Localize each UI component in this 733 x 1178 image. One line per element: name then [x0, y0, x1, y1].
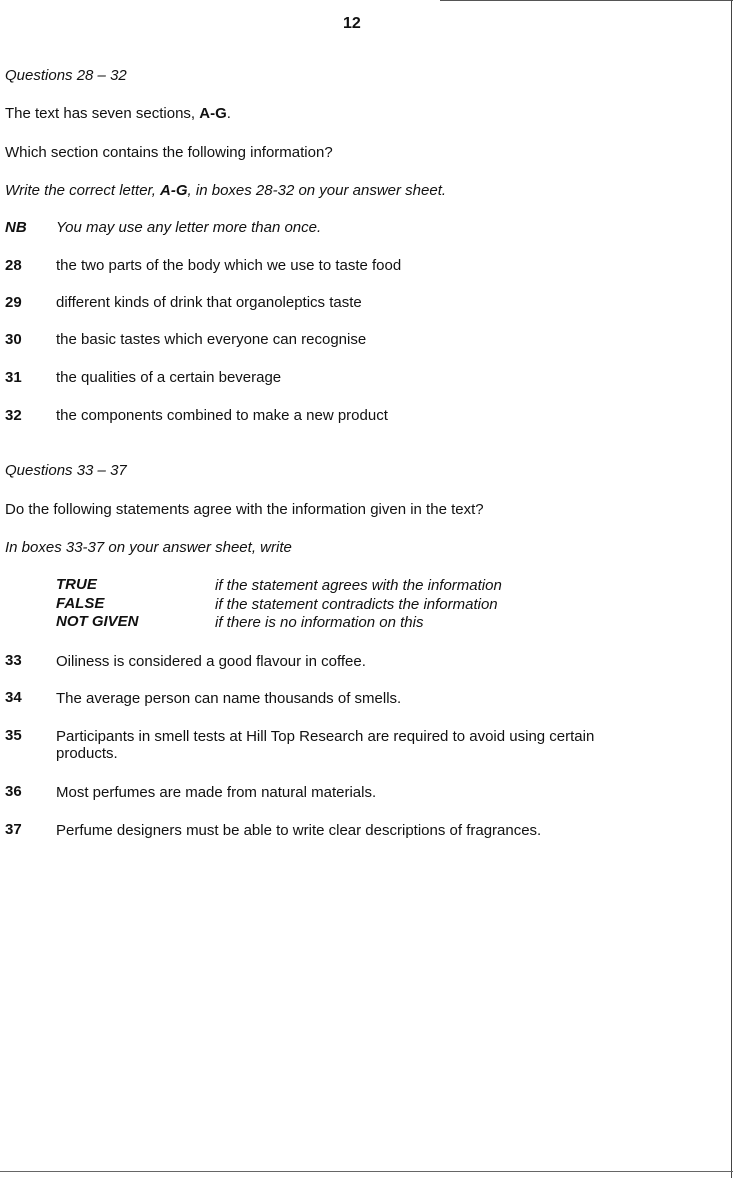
section1-heading: Questions 28 – 32 — [5, 67, 127, 84]
question-number-37: 37 — [5, 821, 22, 838]
section1-question: Which section contains the following information? — [5, 144, 333, 161]
instruction-after: , in boxes 28-32 on your answer sheet. — [187, 182, 447, 199]
option-key-not-given: NOT GIVEN — [56, 613, 139, 630]
page-edge-top — [440, 0, 733, 1]
option-key-false: FALSE — [56, 595, 105, 612]
question-number-36: 36 — [5, 783, 22, 800]
instruction-bold: A-G — [160, 182, 188, 199]
question-text-28: the two parts of the body which we use to taste food — [56, 257, 402, 274]
question-text-29: different kinds of drink that organoleptics taste — [56, 294, 362, 311]
question-text-30: the basic tastes which everyone can recognise — [56, 331, 367, 348]
question-number-34: 34 — [5, 689, 22, 706]
page-edge-bottom — [0, 1171, 733, 1172]
option-desc-false: if the statement contradicts the information — [215, 596, 498, 613]
option-key-true: TRUE — [56, 576, 97, 593]
question-text-34: The average person can name thousands of smells. — [56, 690, 402, 707]
option-desc-true: if the statement agrees with the information — [215, 577, 502, 594]
question-number-31: 31 — [5, 369, 22, 386]
section2-instruction: In boxes 33-37 on your answer sheet, write — [5, 539, 292, 556]
intro-before: The text has seven sections, — [5, 105, 200, 122]
question-text-33: Oiliness is considered a good flavour in coffee. — [56, 653, 366, 670]
question-text-36: Most perfumes are made from natural materials. — [56, 784, 377, 801]
instruction-before: Write the correct letter, — [5, 182, 161, 199]
page-edge-right — [731, 0, 732, 1178]
section1-intro — [5, 105, 231, 122]
nb-text: You may use any letter more than once. — [56, 219, 322, 236]
question-text-32: the components combined to make a new product — [56, 407, 388, 424]
question-number-28: 28 — [5, 257, 22, 274]
question-number-33: 33 — [5, 652, 22, 669]
section2-heading: Questions 33 – 37 — [5, 462, 127, 479]
option-desc-not-given: if there is no information on this — [215, 614, 424, 631]
page-number: 12 — [343, 15, 361, 32]
question-text-35-line1: Participants in smell tests at Hill Top Research are required to avoid using certain — [56, 728, 595, 745]
intro-after: . — [226, 105, 231, 122]
question-text-35-line2: products. — [56, 745, 118, 762]
question-number-30: 30 — [5, 331, 22, 348]
section2-question: Do the following statements agree with the information given in the text? — [5, 501, 484, 518]
question-number-32: 32 — [5, 407, 22, 424]
question-text-37: Perfume designers must be able to write clear descriptions of fragrances. — [56, 822, 542, 839]
nb-label: NB — [5, 219, 27, 236]
question-number-35: 35 — [5, 727, 22, 744]
section1-instruction — [5, 182, 446, 199]
question-number-29: 29 — [5, 294, 22, 311]
question-text-31: the qualities of a certain beverage — [56, 369, 282, 386]
intro-bold: A-G — [199, 105, 227, 122]
